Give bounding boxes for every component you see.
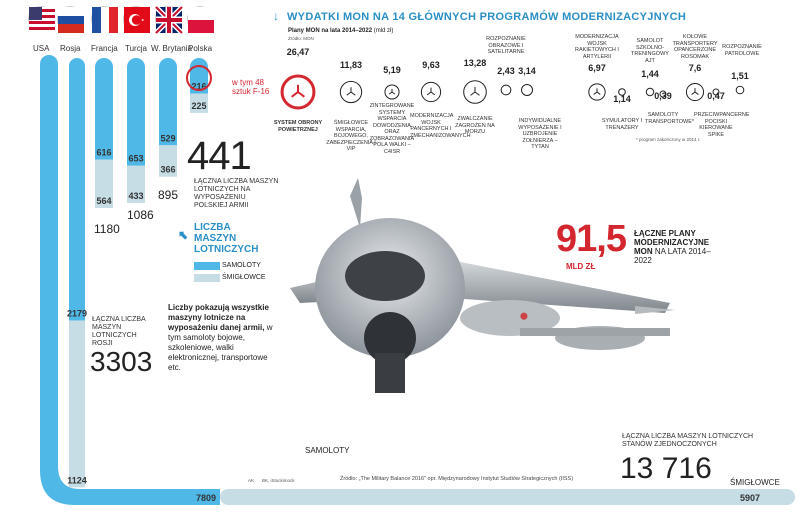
program-label-9: SAMOLOT SZKOLNO-TRENINGOWY AJT xyxy=(631,38,669,64)
credit-a: AK xyxy=(248,478,255,483)
program-label-1: ŚMIGŁOWCE WSPARCIA, BOJOWEGO, ZABEZPIECZENIA I VIP xyxy=(326,120,376,152)
poland-note: w tym 48 sztuk F-16 xyxy=(232,78,270,96)
program-label-7: MODERNIZACJA WOJSK RAKIETOWYCH I ARTYLERII xyxy=(575,34,619,60)
program-label-wrap-5 xyxy=(484,36,528,86)
bar-helis-value-usa: 5907 xyxy=(740,493,761,503)
bar-planes-value-2: 616 xyxy=(96,147,112,158)
bar-planes-value-5: 216 xyxy=(191,81,207,92)
program-value-11: 7,6 xyxy=(688,63,702,73)
bar-helis-value-4: 366 xyxy=(160,164,176,175)
program-label-wrap-6 xyxy=(515,118,565,168)
program-bubble-9 xyxy=(646,88,653,95)
modernization-caption-rest: NA LATA 2014–2022 xyxy=(634,247,711,265)
modernization-total: 91,5 xyxy=(556,218,626,260)
program-label-wrap-0 xyxy=(270,120,326,170)
modernization-total-unit: MLD ZŁ xyxy=(566,262,596,271)
program-value-10: 0,39 xyxy=(654,91,672,101)
russia-total-caption: ŁĄCZNA LICZBA MASZYN LOTNICZYCH ROSJI xyxy=(92,316,146,347)
program-label-12: PRZECIWPANCERNE POCISKI KIEROWANE SPIKE xyxy=(694,112,750,138)
program-value-7: 6,97 xyxy=(588,63,606,73)
program-value-2: 5,19 xyxy=(383,65,401,75)
bar-helis-value-2: 564 xyxy=(96,196,112,207)
program-label-wrap-12 xyxy=(694,112,750,162)
program-label-5: ROZPOZNANIE OBRAZOWE I SATELITARNE xyxy=(486,36,526,55)
bar-helis-value-1: 1124 xyxy=(67,475,87,486)
russia-total: 3303 xyxy=(90,346,153,377)
program-value-8: 1,14 xyxy=(613,94,631,104)
programs-arrow-icon: ↓ xyxy=(273,9,279,23)
programs-unit: (mld zł) xyxy=(373,28,394,34)
program-value-3: 9,63 xyxy=(422,60,440,70)
country-label: W. Brytania xyxy=(151,44,192,53)
explanation-bold: Liczby pokazują wszystkie maszyny lotnicze na wyposażeniu danej armii, xyxy=(168,303,269,332)
program-bubble-6 xyxy=(522,85,533,96)
program-value-12: 0,47 xyxy=(707,91,725,101)
program-label-11: KOŁOWE TRANSPORTERY OPANCERZONE ROSOMAK xyxy=(672,34,718,60)
country-label: Polska xyxy=(188,44,213,53)
program-label-wrap-3 xyxy=(410,113,471,163)
poland-total-caption: ŁĄCZNA LICZBA MASZYN LOTNICZYCH NA WYPOSAŻENIU POLSKIEJ ARMII xyxy=(194,178,279,209)
country-label: Turcja xyxy=(125,44,147,53)
credit-b: BK, iStockimock xyxy=(262,478,295,483)
bar-helis-value-3: 433 xyxy=(128,190,144,201)
usa-planes-label: SAMOLOTY xyxy=(305,446,350,455)
bar-planes-value-1: 2179 xyxy=(66,308,88,319)
program-label-13: ROZPOZNANIE PATROLOWE xyxy=(722,44,762,57)
legend-label-planes: SAMOLOTY xyxy=(222,262,261,269)
svg-text:⬤: ⬤ xyxy=(520,313,528,320)
program-value-5: 2,43 xyxy=(497,66,515,76)
program-bubble-5 xyxy=(501,85,511,95)
legend-arrow-icon: ⬉ xyxy=(178,228,189,242)
program-label-3: MODERNIZACJA WOJSK PANCERNYCH I ZMECHANIZOWANYCH xyxy=(410,113,471,139)
legend-title: LICZBA MASZYN LOTNICZYCH xyxy=(194,222,259,255)
program-value-0: 26,47 xyxy=(286,47,310,57)
country-label: Rosja xyxy=(60,44,81,53)
usa-helis-label: ŚMIGŁOWCE xyxy=(730,478,780,487)
program-label-wrap-4 xyxy=(454,116,496,166)
legend-label-helis: ŚMIGŁOWCE xyxy=(222,274,266,281)
poland-total: 441 xyxy=(187,134,251,178)
program-label-wrap-8 xyxy=(599,118,645,168)
f16-jet-illustration xyxy=(280,168,680,418)
program-label-wrap-13 xyxy=(722,44,762,94)
bar-planes-value-4: 529 xyxy=(160,133,176,144)
france-total: 1180 xyxy=(94,222,120,236)
country-label: USA xyxy=(33,44,50,53)
program-label-0: SYSTEM OBRONY POWIETRZNEJ xyxy=(273,120,323,133)
programs-footnote: * program zakończony w 2014 r. xyxy=(636,137,701,142)
program-label-wrap-11 xyxy=(667,34,723,84)
program-value-1: 11,83 xyxy=(339,60,363,70)
program-label-wrap-9 xyxy=(628,38,672,88)
programs-title: WYDATKI MON NA 14 GŁÓWNYCH PROGRAMÓW MODERNIZACYJNYCH xyxy=(287,11,687,23)
program-value-9: 1,44 xyxy=(641,69,659,79)
modernization-caption-bold: ŁĄCZNE PLANY MODERNIZACYJNE MON xyxy=(634,229,710,256)
program-value-6: 3,14 xyxy=(518,66,536,76)
program-label-10: SAMOLOTY TRANSPORTOWE* xyxy=(645,112,694,125)
program-label-8: SYMULATORY I TRENAŻERY xyxy=(601,118,643,131)
bar-planes-value-usa: 7809 xyxy=(196,493,217,503)
program-label-4: ZWALCZANIE ZAGROŻEŃ NA MORZU xyxy=(455,116,495,135)
program-value-4: 13,28 xyxy=(463,58,487,68)
bar-planes-value-3: 653 xyxy=(128,153,144,164)
uk-total: 895 xyxy=(158,188,179,202)
usa-total-caption: ŁĄCZNA LICZBA MASZYN LOTNICZYCH STANÓW ZJEDNOCZONYCH xyxy=(622,433,754,448)
program-label-2: ZINTEGROWANE SYSTEMY WSPARCIA DOWODZENIA ORAZ ZOBRAZOWANIA POLA WALKI – C4ISR xyxy=(369,103,415,155)
explanation-rest: w tym samoloty bojowe, szkoleniowe, walki elektronicznej, transportowe etc. xyxy=(168,323,273,372)
turkey-total: 1086 xyxy=(127,208,154,222)
country-label: Francja xyxy=(91,44,118,53)
program-label-wrap-7 xyxy=(571,34,623,84)
usa-total: 13 716 xyxy=(620,452,712,485)
programs-source: Źródło: MON xyxy=(288,36,314,41)
program-label-6: INDYWIDUALNE WYPOSAŻENIE I UZBROJENIE ŻOŁNIERZA – TYTAN xyxy=(518,118,562,150)
source-text: Źródło: „The Military Balance 2016" opr. Międzynarodowy Instytut Studiów Strategicznych (IISS) xyxy=(340,476,574,482)
bar-helis-value-5: 225 xyxy=(191,100,207,111)
programs-subtitle-text: Plany MON na lata 2014–2022 xyxy=(288,28,373,34)
program-value-13: 1,51 xyxy=(731,71,749,81)
